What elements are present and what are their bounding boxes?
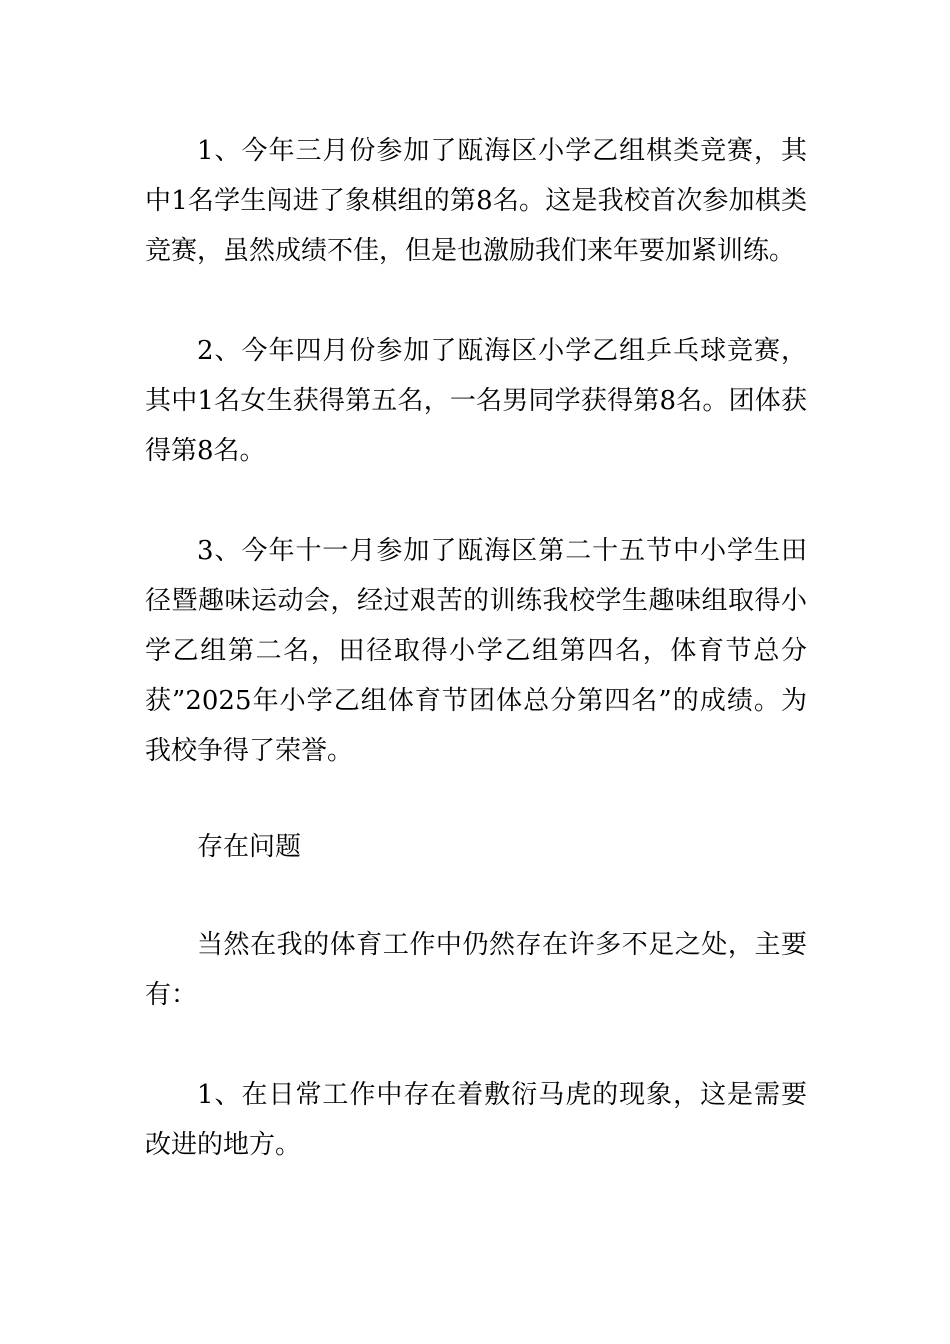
paragraph-chess-competition: 1、今年三月份参加了瓯海区小学乙组棋类竞赛，其中1名学生闯进了象棋组的第8名。这是我校首次参加棋类竞赛，虽然成绩不佳，但是也激励我们来年要加紧训练。 (145, 136, 807, 266)
paragraph-shortcoming-1: 1、在日常工作中存在着敷衍马虎的现象，这是需要改进的地方。 (145, 1080, 807, 1160)
section-heading-problems: 存在问题 (197, 832, 302, 862)
paragraph-shortcomings-intro: 当然在我的体育工作中仍然存在许多不足之处，主要有： (145, 930, 807, 1010)
paragraph-track-and-field-meet: 3、今年十一月参加了瓯海区第二十五节中小学生田径暨趣味运动会，经过艰苦的训练我校学生趣味组取得小学乙组第二名，田径取得小学乙组第四名，体育节总分获”2025年小学乙组体育节团体总分第四名”的成绩。为我校争得了荣誉。 (145, 536, 807, 766)
paragraph-table-tennis-competition: 2、今年四月份参加了瓯海区小学乙组乒乓球竞赛，其中1名女生获得第五名，一名男同学获得第8名。团体获得第8名。 (145, 336, 807, 466)
